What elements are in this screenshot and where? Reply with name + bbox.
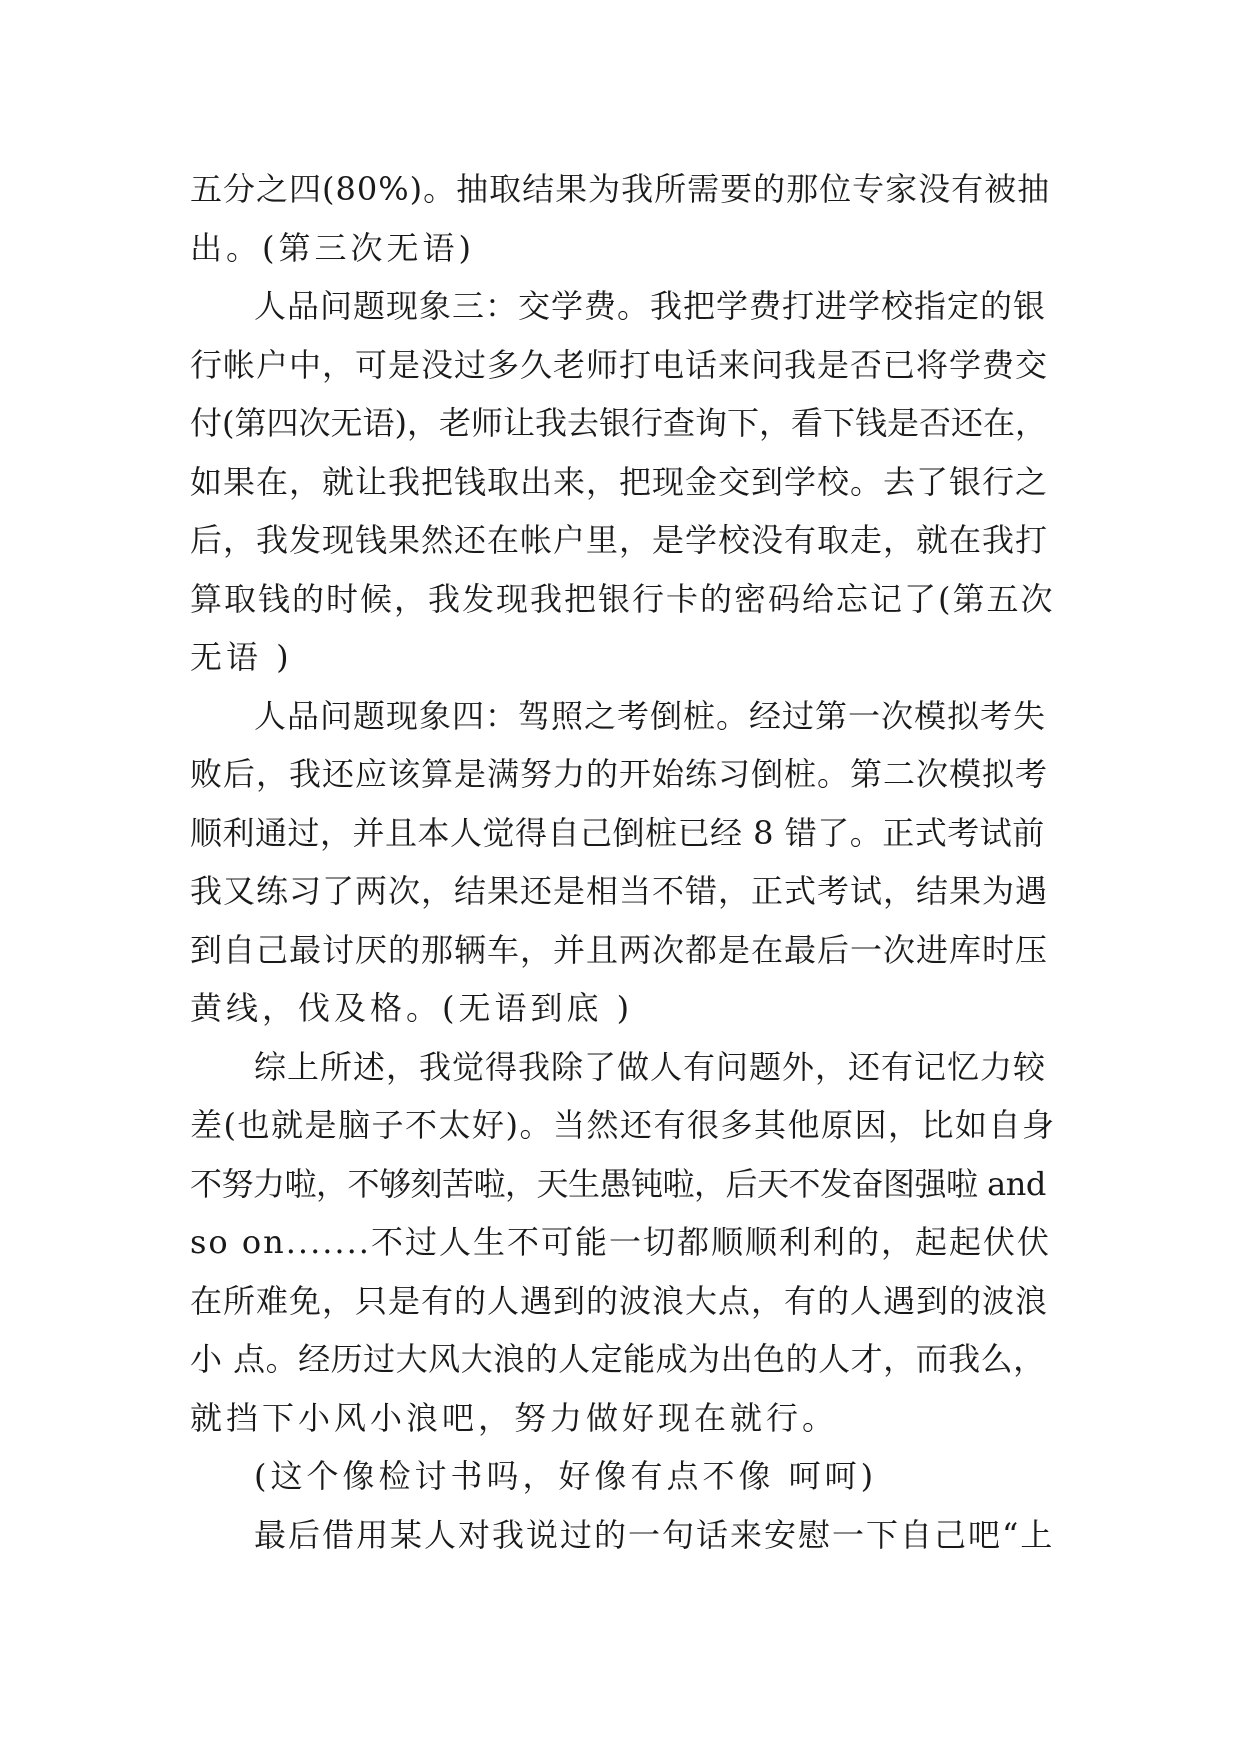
text-line: 最后借用某人对我说过的一句话来安慰一下自己吧“上: [254, 1515, 1055, 1554]
text-line: 算取钱的时候，我发现我把银行卡的密码给忘记了(第五次: [190, 579, 1055, 618]
text-line: 人品问题现象三：交学费。我把学费打进学校指定的银: [254, 287, 1047, 325]
text-line: (这个像检讨书吗，好像有点不像 呵呵): [254, 1457, 878, 1495]
text-line: 差(也就是脑子不太好)。当然还有很多其他原因，比如自身: [190, 1106, 1056, 1144]
text-line: so on.......不过人生不可能一切都顺顺利利的，起起伏伏: [190, 1223, 1051, 1261]
text-line: 就挡下小风小浪吧，努力做好现在就行。: [190, 1398, 839, 1437]
text-line: 顺利通过，并且本人觉得自己倒桩已经 8 错了。正式考试前: [190, 813, 1045, 852]
text-line: 败后，我还应该算是满努力的开始练习倒桩。第二次模拟考: [190, 755, 1049, 793]
text-line: 不努力啦，不够刻苦啦，天生愚钝啦，后天不发奋图强啦 and: [190, 1164, 1046, 1203]
text-line: 人品问题现象四：驾照之考倒桩。经过第一次模拟考失: [254, 696, 1047, 735]
text-line: 行帐户中，可是没过多久老师打电话来问我是否已将学费交: [190, 345, 1049, 384]
text-line: 我又练习了两次，结果还是相当不错，正式考试，结果为遇: [190, 872, 1049, 910]
text-line: 到自己最讨厌的那辆车，并且两次都是在最后一次进库时压: [190, 930, 1049, 969]
text-line: 五分之四(80%)。抽取结果为我所需要的那位专家没有被抽: [190, 170, 1051, 208]
text-line: 如果在，就让我把钱取出来，把现金交到学校。去了银行之: [190, 462, 1049, 501]
text-line: 黄线，伐及格。(无语到底 ): [190, 989, 634, 1027]
text-line: 无语 ): [190, 638, 293, 676]
text-line: 小 点。经历过大风大浪的人定能成为出色的人才，而我么，: [190, 1340, 1046, 1378]
text-line: 综上所述，我觉得我除了做人有问题外，还有记忆力较: [254, 1047, 1047, 1086]
body-text: [190, 160, 1056, 1564]
text-line: 在所难免，只是有的人遇到的波浪大点，有的人遇到的波浪: [190, 1281, 1049, 1320]
text-line: 出。(第三次无语): [190, 228, 475, 267]
text-line: 付(第四次无语)，老师让我去银行查询下，看下钱是否还在，: [190, 404, 1047, 442]
text-line: 后，我发现钱果然还在帐户里，是学校没有取走，就在我打: [190, 521, 1049, 559]
